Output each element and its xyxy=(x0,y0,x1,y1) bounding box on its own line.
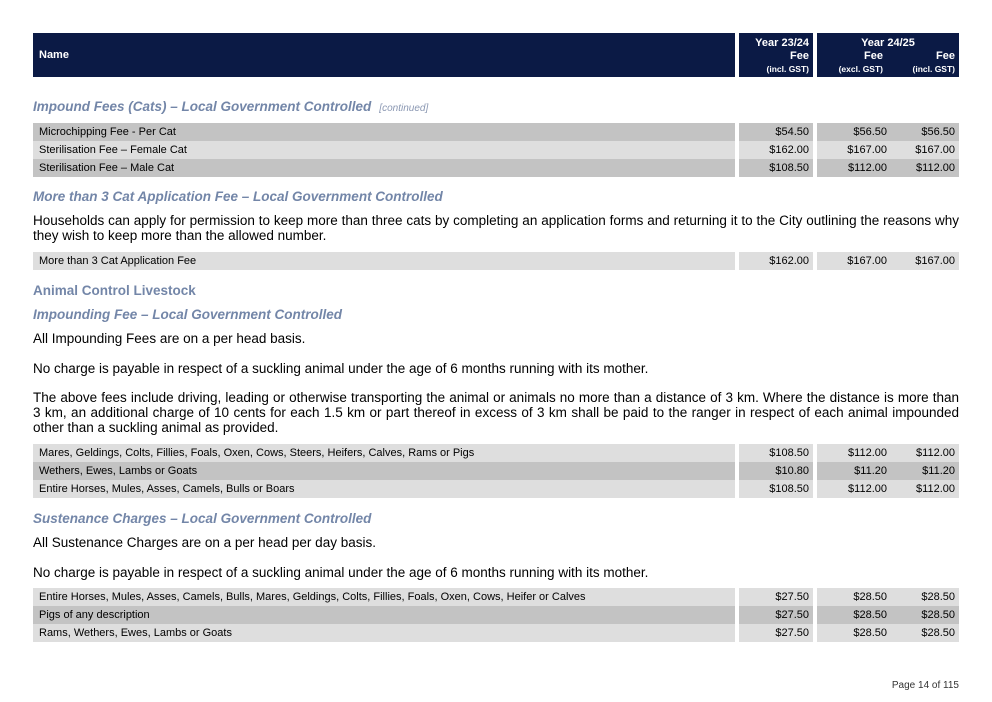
paragraph-more-than-3: Households can apply for permission to keep more than three cats by completing an application forms and returning it to the City outlining the reasons why they wish to keep more than the allowed number. xyxy=(33,213,959,243)
row-fee-excl: $167.00 xyxy=(847,144,887,156)
table-row xyxy=(33,141,959,159)
row-fee-excl: $28.50 xyxy=(853,591,887,603)
row-fee-incl: $167.00 xyxy=(915,144,955,156)
table-cats xyxy=(33,123,959,177)
row-fee-incl: $11.20 xyxy=(922,465,955,477)
table-row xyxy=(33,462,959,480)
row-fee-excl: $28.50 xyxy=(853,609,887,621)
row-fees-24-25 xyxy=(817,462,959,480)
paragraph-sust-2: No charge is payable in respect of a suckling animal under the age of 6 months running with its mother. xyxy=(33,565,649,580)
row-fee-23-24: $162.00 xyxy=(739,252,813,270)
row-fee-23-24: $54.50 xyxy=(739,123,813,141)
row-name: Mares, Geldings, Colts, Fillies, Foals, Oxen, Cows, Steers, Heifers, Calves, Rams or Pigs xyxy=(33,444,735,462)
row-fee-incl: $112.00 xyxy=(916,447,955,459)
row-fee-incl: $167.00 xyxy=(915,255,955,267)
row-fee-23-24: $27.50 xyxy=(739,624,813,642)
header-year2-gst-excl: (excl. GST) xyxy=(838,64,883,74)
row-fee-excl: $112.00 xyxy=(848,483,887,495)
row-fee-incl: $56.50 xyxy=(921,126,955,138)
table-more-than-3 xyxy=(33,252,959,270)
row-fee-excl: $28.50 xyxy=(853,627,887,639)
row-fee-23-24: $108.50 xyxy=(739,480,813,498)
table-row xyxy=(33,606,959,624)
table-row xyxy=(33,624,959,642)
row-fee-23-24: $108.50 xyxy=(739,159,813,177)
table-row xyxy=(33,444,959,462)
fee-schedule-page xyxy=(33,33,959,639)
table-row xyxy=(33,123,959,141)
section-title-impound-cats xyxy=(33,99,428,114)
table-row xyxy=(33,588,959,606)
header-year-24-25 xyxy=(817,33,959,77)
row-fee-23-24: $108.50 xyxy=(739,444,813,462)
paragraph-impound-2: No charge is payable in respect of a suckling animal under the age of 6 months running with its mother. xyxy=(33,361,649,376)
row-fee-incl: $28.50 xyxy=(921,609,955,621)
row-fees-24-25 xyxy=(817,123,959,141)
header-year2-fee-incl: Fee xyxy=(936,50,955,62)
table-row xyxy=(33,480,959,498)
table-row xyxy=(33,252,959,270)
row-fee-excl: $56.50 xyxy=(853,126,887,138)
row-fees-24-25 xyxy=(817,159,959,177)
section-title-text: Impound Fees (Cats) – Local Government Controlled xyxy=(33,99,372,114)
header-year2-gst-incl: (incl. GST) xyxy=(912,64,955,74)
row-name: Microchipping Fee - Per Cat xyxy=(33,123,735,141)
row-fee-excl: $112.00 xyxy=(848,447,887,459)
row-name: More than 3 Cat Application Fee xyxy=(33,252,735,270)
row-name: Wethers, Ewes, Lambs or Goats xyxy=(33,462,735,480)
header-year2-fee-excl: Fee xyxy=(864,50,883,62)
continued-label: [continued] xyxy=(379,103,429,114)
header-year2-label: Year 24/25 xyxy=(861,37,915,49)
table-header xyxy=(33,33,959,77)
row-fees-24-25 xyxy=(817,480,959,498)
row-fee-incl: $28.50 xyxy=(921,627,955,639)
row-name: Sterilisation Fee – Female Cat xyxy=(33,141,735,159)
table-row xyxy=(33,159,959,177)
header-year1-gst: (incl. GST) xyxy=(766,64,809,74)
row-fee-23-24: $27.50 xyxy=(739,606,813,624)
row-fee-incl: $112.00 xyxy=(916,483,955,495)
section-title-sustenance: Sustenance Charges – Local Government Controlled xyxy=(33,511,372,526)
row-fees-24-25 xyxy=(817,624,959,642)
row-fees-24-25 xyxy=(817,606,959,624)
section-title-livestock: Animal Control Livestock xyxy=(33,283,196,298)
row-fee-excl: $11.20 xyxy=(854,465,887,477)
section-title-more-than-3-cats: More than 3 Cat Application Fee – Local Government Controlled xyxy=(33,189,443,204)
row-name: Rams, Wethers, Ewes, Lambs or Goats xyxy=(33,624,735,642)
row-fee-23-24: $162.00 xyxy=(739,141,813,159)
row-name: Sterilisation Fee – Male Cat xyxy=(33,159,735,177)
header-name: Name xyxy=(33,33,735,77)
row-fees-24-25 xyxy=(817,588,959,606)
section-title-impounding: Impounding Fee – Local Government Controlled xyxy=(33,307,343,322)
row-fee-excl: $112.00 xyxy=(848,162,887,174)
row-fee-23-24: $27.50 xyxy=(739,588,813,606)
row-fees-24-25 xyxy=(817,252,959,270)
header-year1-fee: Fee xyxy=(790,50,809,62)
row-name: Entire Horses, Mules, Asses, Camels, Bulls, Mares, Geldings, Colts, Fillies, Foals, Oxen, Cows, Heifer or Calves xyxy=(33,588,735,606)
row-name: Entire Horses, Mules, Asses, Camels, Bulls or Boars xyxy=(33,480,735,498)
paragraph-sust-1: All Sustenance Charges are on a per head per day basis. xyxy=(33,535,376,550)
header-year1-label: Year 23/24 xyxy=(755,37,809,49)
row-fee-excl: $167.00 xyxy=(847,255,887,267)
row-fees-24-25 xyxy=(817,141,959,159)
row-fee-incl: $28.50 xyxy=(921,591,955,603)
header-year-23-24 xyxy=(739,33,813,77)
table-impounding xyxy=(33,444,959,498)
paragraph-impound-3: The above fees include driving, leading or otherwise transporting the animal or animals no more than a distance of 3 km. Where the distance is more than 3 km, an additional charge of 10 cents for each 1.5 km or part thereof in excess of 3 km shall be paid to the ranger in respect of each animal impounded other than a suckling animal as provided. xyxy=(33,390,959,435)
row-fee-incl: $112.00 xyxy=(916,162,955,174)
page-number: Page 14 of 115 xyxy=(891,680,959,691)
table-sustenance xyxy=(33,588,959,642)
row-fees-24-25 xyxy=(817,444,959,462)
paragraph-impound-1: All Impounding Fees are on a per head basis. xyxy=(33,331,306,346)
row-fee-23-24: $10.80 xyxy=(739,462,813,480)
row-name: Pigs of any description xyxy=(33,606,735,624)
